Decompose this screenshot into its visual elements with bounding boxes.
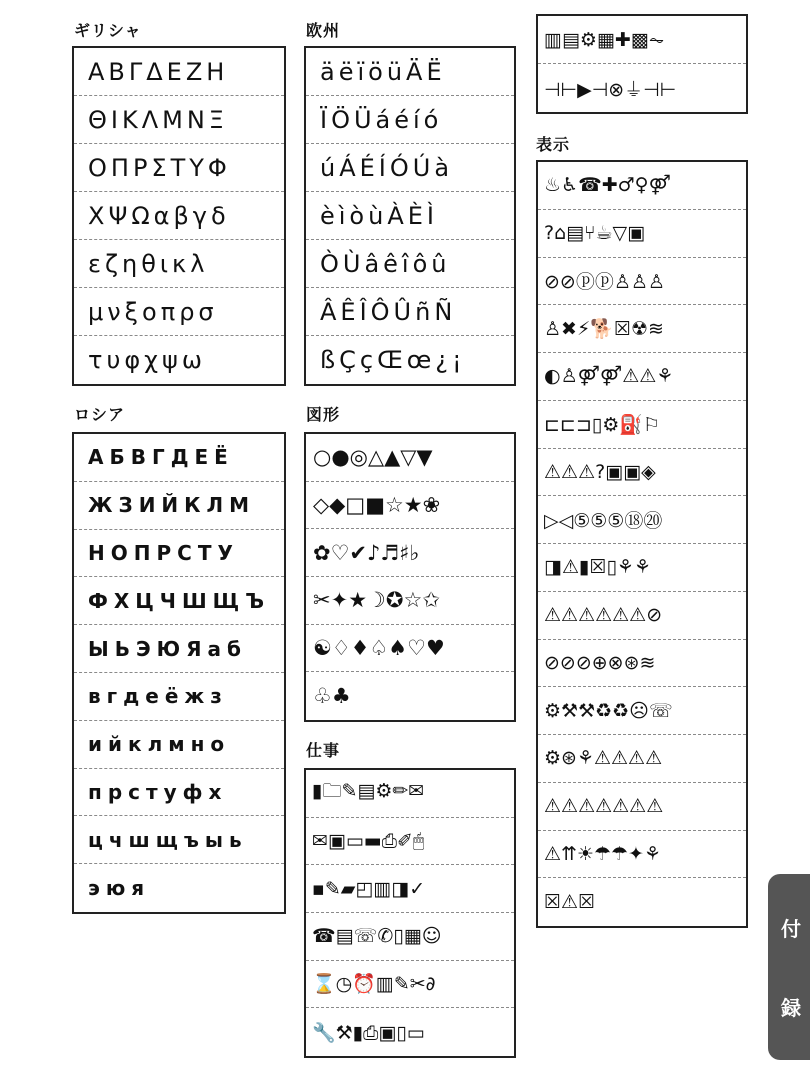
greek-heading: ギリシャ: [74, 21, 142, 40]
russian-row: эюя: [88, 876, 151, 901]
russian-heading: ロシア: [74, 405, 126, 424]
european-row: äëïöüÄË: [306, 48, 514, 96]
russian-row: ЫЬЭЮЯаб: [74, 625, 284, 673]
greek-row: ΧΨΩαβγδ: [74, 192, 284, 240]
shapes-row: ○●◎△▲▽▼: [306, 434, 514, 482]
industry-row: ⊣⊢▶⊣⊗⏚⊣⊢: [544, 78, 677, 101]
greek-row: εζηθικλ: [74, 240, 284, 288]
display-table: [536, 160, 748, 928]
industry-row: ▥▤⚙▦✚▩⏦: [538, 16, 746, 64]
russian-row: ЖЗИЙКЛМ: [74, 482, 284, 530]
display-row: ⊘⊘ⓟⓟ♙♙♙: [538, 258, 746, 306]
russian-row: цчшщъыь: [74, 816, 284, 864]
display-heading: 表示: [536, 135, 571, 154]
work-heading: 仕事: [306, 741, 341, 760]
european-row: ÒÙâêîôû: [306, 240, 514, 288]
greek-row: ΘΙΚΛΜΝΞ: [74, 96, 284, 144]
european-table: [304, 46, 516, 386]
russian-row: прстуфх: [74, 769, 284, 817]
shapes-table: [304, 432, 516, 722]
russian-table: [72, 432, 286, 914]
russian-row: АБВГДЕЁ: [74, 434, 284, 482]
display-row: ☒⚠☒: [544, 891, 596, 914]
shapes-row: ◇◆□■☆★❀: [306, 482, 514, 530]
work-row: ▮🗀✎▤⚙✏✉: [306, 770, 514, 818]
display-row: ⚠⇈☀☂☂✦⚘: [538, 831, 746, 879]
display-row: ⊘⊘⊘⊕⊗⊛≋: [538, 640, 746, 688]
russian-row: НОПРСТУ: [74, 530, 284, 578]
shapes-row: ☯♢♦♤♠♡♥: [306, 625, 514, 673]
work-row: ✉▣▭▬⎙✐🖱: [306, 818, 514, 866]
european-row: ÂÊÎÔÛñÑ: [306, 288, 514, 336]
display-row: ⚙⚒⚒♻♻☹☏: [538, 687, 746, 735]
display-row: ⚙⊛⚘⚠⚠⚠⚠: [538, 735, 746, 783]
display-row: ♨♿☎✚♂♀⚤: [538, 162, 746, 210]
work-row: ▪✎▰◰▥◨✓: [306, 865, 514, 913]
display-row: ⚠⚠⚠?▣▣◈: [538, 449, 746, 497]
display-row: ◨⚠▮☒▯⚘⚘: [538, 544, 746, 592]
work-table: [304, 768, 516, 1058]
appendix-tab-char-1: 付: [781, 917, 801, 941]
display-row: ◐♙⚤⚤⚠⚠⚘: [538, 353, 746, 401]
russian-row: вгдеёжз: [74, 673, 284, 721]
european-row: èìòùÀÈÌ: [306, 192, 514, 240]
industry-table: [536, 14, 748, 114]
work-row: 🔧⚒▮⎙▣▯▭: [312, 1021, 425, 1044]
shapes-row: ✿♡✔♪♬♯♭: [306, 529, 514, 577]
russian-row: ийклмно: [74, 721, 284, 769]
european-row: ÏÖÜáéíó: [306, 96, 514, 144]
greek-table: [72, 46, 286, 386]
shapes-row: ♧♣: [313, 684, 351, 709]
greek-row: ΟΠΡΣΤΥΦ: [74, 144, 284, 192]
european-row: ßÇçŒœ¿¡: [320, 346, 466, 374]
greek-row: ΑΒΓΔΕΖΗ: [74, 48, 284, 96]
display-row: ?⌂▤⑂☕▽▣: [538, 210, 746, 258]
greek-row: τυφχψω: [88, 346, 206, 374]
shapes-heading: 図形: [306, 405, 341, 424]
display-row: ▷◁⑤⑤⑤⑱⑳: [538, 496, 746, 544]
appendix-tab[interactable]: [768, 874, 810, 1060]
appendix-tab-char-2: 録: [781, 996, 801, 1020]
greek-row: μνξοπρσ: [74, 288, 284, 336]
russian-row: ФХЦЧШЩЪ: [74, 577, 284, 625]
work-row: ⌛◷⏰▥✎✂∂: [306, 961, 514, 1009]
european-heading: 欧州: [306, 21, 341, 40]
shapes-row: ✂✦★☽✪☆✩: [306, 577, 514, 625]
work-row: ☎▤☏✆▯▦☺: [306, 913, 514, 961]
display-row: ♙✖⚡🐕☒☢≋: [538, 305, 746, 353]
display-row: ⚠⚠⚠⚠⚠⚠⊘: [538, 592, 746, 640]
european-row: úÁÉÍÓÚà: [306, 144, 514, 192]
display-row: ⚠⚠⚠⚠⚠⚠⚠: [538, 783, 746, 831]
display-row: ⊏⊏⊐▯⚙⛽⚐: [538, 401, 746, 449]
